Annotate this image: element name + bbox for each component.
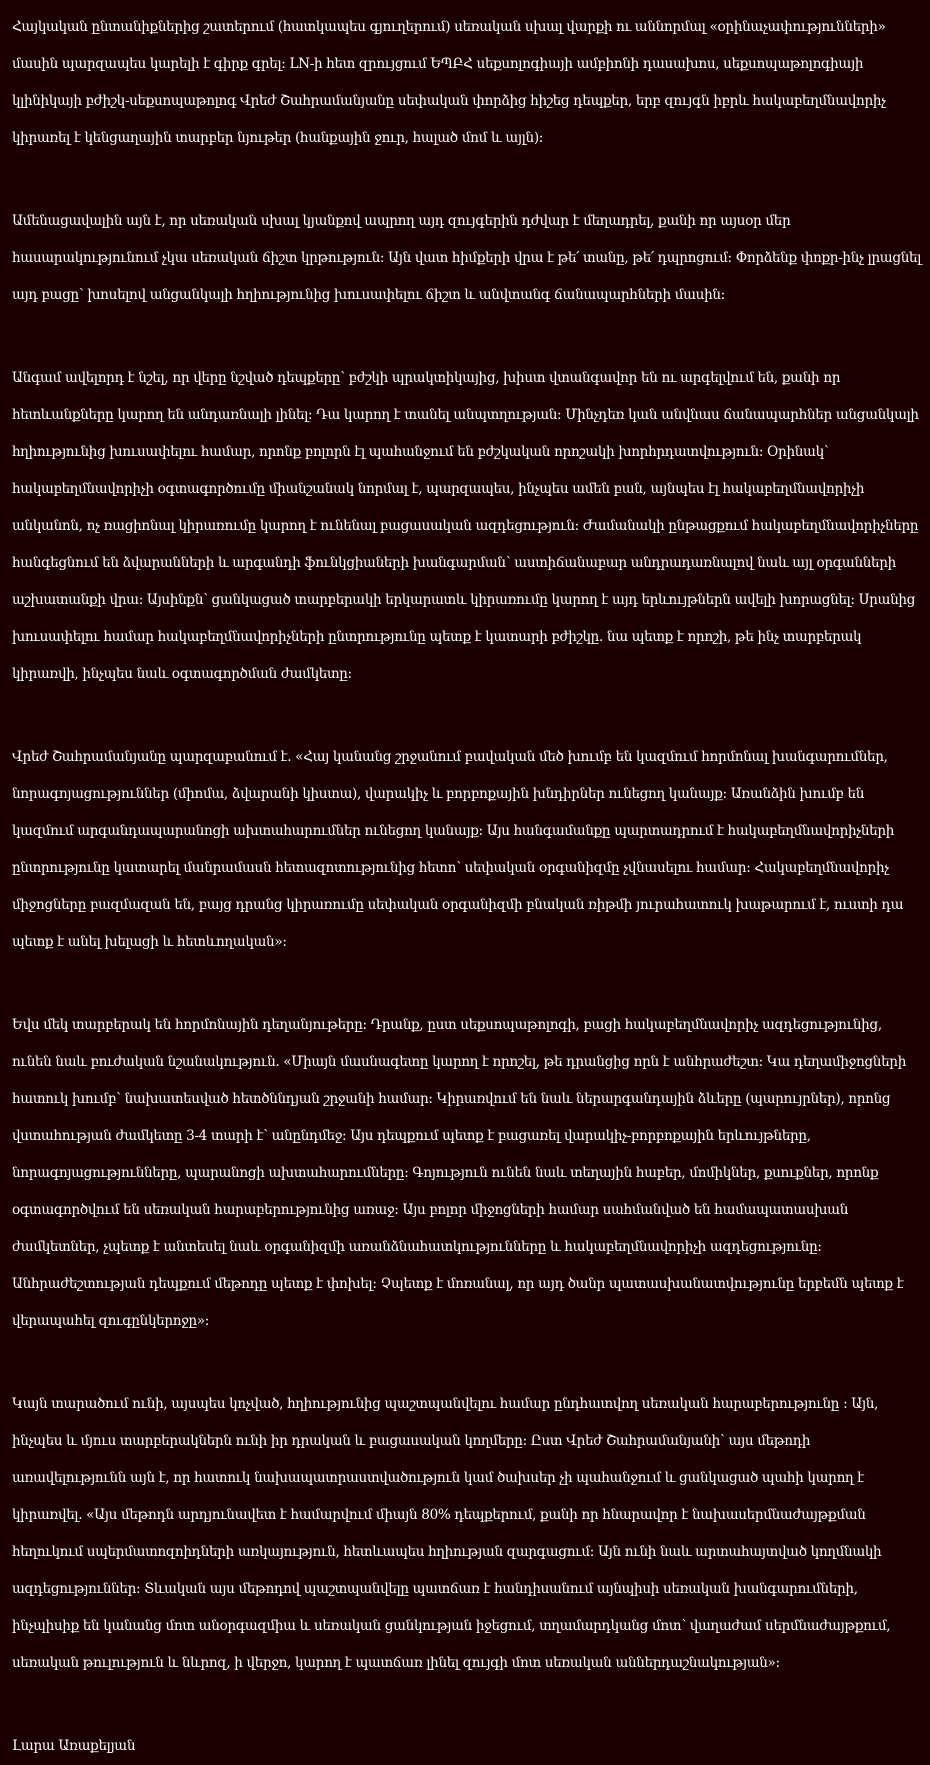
- article-paragraph-4: Վրեժ Շահրամանյանը պարզաբանում է. «Հայ կանանց շրջանում բավական մեծ խումբ են կազմում հորմոնալ խանգարումներ, նորագոյացություններ (միոմա, ձվարանի կիստա), վարակիչ և բորբոքային խնդիրներ ունեցող կանայք: Առանձին խումբ են կազմում արգանդապարանոցի ախտահարումներ ունեցող կանայք: Այս հանգամանքը պարտադրում է հակաբեղմնավորիչների ընտրությունը կատարել մանրամասն հետազոտությունից հետո՝ սեփական օրգանիզմը չվնասելու համար: Հակաբեղմնավորիչ միջոցները բազմազան են, բայց դրանց կիրառումը սեփական օրգանիզմի բնական ռիթմի յուրահատուկ խաթարում է, ուստի դա պետք է անել խելացի և հետևողական»:: [12, 749, 904, 950]
- article-paragraph-2: Ամենացավալին այն է, որ սեռական սխալ կյանքով ապրող այդ զույգերին դժվար է մեղադրել, քանի որ այսօր մեր հասարակությունում չկա սեռական ճիշտ կրթություն: Այն վատ հիմքերի վրա է թե՛ տանը, թե՛ դպրոցում: Փորձենք փոքր-ինչ լրացնել այդ բացը՝ խոսելով անցանկալի հղիությունից խուսափելու ճիշտ և անվտանգ ճանապարհների մասին:: [12, 213, 921, 303]
- article-paragraph-1: Հայկական ընտանիքներից շատերում (հատկապես գյուղերում) սեռական սխալ վարքի ու աննորմալ «օրինաչափությունների» մասին պարզապես կարելի է գիրք գրել: LN-ի հետ զրույցում ԵՊԲՀ սեքսոլոգիայի ամբիոնի դասախոս, սեքսոպաթոլոգիայի կլինիկայի բժիշկ-սեքսոպաթոլոգ Վրեժ Շահրամանյանը սեփական փորձից հիշեց դեպքեր, երբ զույգն իբրև հակաբեղմնավորիչ կիրառել է կենցաղային տարբեր նյութեր (հանքային ջուր, հալած մոմ և այլն):: [12, 19, 886, 146]
- author-signature: Լարա Առաքելյան: [12, 1738, 136, 1754]
- article-paragraph-3: Անգամ ավելորդ է նշել, որ վերը նշված դեպքերը՝ բժշկի պրակտիկայից, խիստ վտանգավոր են ու արգելվում են, քանի որ հետևանքները կարող են անդառնալի լինել: Դա կարող է տանել անպտղության: Մինչդեռ կան անվնաս ճանապարհներ անցանկալի հղիությունից խուսափելու համար, որոնք բոլորն էլ պահանջում են բժշկական որոշակի խորհրդատվություն: Օրինակ՝ հակաբեղմնավորիչի օգտագործումը միանշանակ նորմալ է, պարզապես, ինչպես ամեն բան, այնպես էլ հակաբեղմնավորիչի անկանոն, ոչ ռացիոնալ կիրառումը կարող է ունենալ բացասական ազդեցություն: Ժամանակի ընթացքում հակաբեղմնավորիչները հանգեցնում են ձվարանների և արգանդի ֆունկցիաների խանգարման՝ աստիճանաբար անդրադառնալով նաև այլ օրգանների աշխատանքի վրա: Այսինքն՝ ցանկացած տարբերակի երկարատև կիրառումը կարող է այդ երևույթներն ավելի խորացնել: Սրանից խուսափելու համար հակաբեղմնավորիչների ընտրությունը պետք է կատարի բժիշկը. նա պետք է որոշի, թե ինչ տարբերակ կիրառվի, ինչպես նաև օգտագործման ժամկետը:: [12, 370, 919, 682]
- article-paragraph-5: Եվս մեկ տարբերակ են հորմոնային դեղանյութերը: Դրանք, ըստ սեքսոպաթոլոգի, բացի հակաբեղմնավորիչ ազդեցությունից, ունեն նաև բուժական նշանակություն. «Միայն մասնագետը կարող է որոշել, թե դրանցից որն է անհրաժեշտ: Կա դեղամիջոցների հատուկ խումբ՝ նախատեսված հետծննդյան շրջանի համար: Կիրառվում են նաև ներարգանդային ձևերը (պարույրներ), որոնց վստահության ժամկետը 3-4 տարի է՝ անընդմեջ: Այս դեպքում պետք է բացառել վարակիչ-բորբոքային երևույթները, նորագոյացությունները, պարանոցի ախտահարումները: Գոյություն ունեն նաև տեղային հաբեր, մոմիկներ, քսուքներ, որոնք օգտագործվում են սեռական հարաբերությունից առաջ: Այս բոլոր միջոցների համար սահմանված են համապատասխան ժամկետներ, չպետք է անտեսել նաև օրգանիզմի առանձնահատկությունները և հակաբեղմնավորիչի ազդեցությունը: Անհրաժեշտության դեպքում մեթոդը պետք է փոխել: Չպետք է մոռանալ, որ այդ ծանր պատասխանատվությունը երբեմն պետք է վերապահել զուգընկերոջը»:: [12, 1017, 906, 1329]
- article-paragraph-6: Կայն տարածում ունի, այսպես կոչված, հղիությունից պաշտպանվելու համար ընդհատվող սեռական հարաբերությունը : Այն, ինչպես և մյուս տարբերակներն ունի իր դրական և բացասական կողմերը: Ըստ Վրեժ Շահրամանյանի՝ այս մեթոդի առավելությունն այն է, որ հատուկ նախապատրաստվածություն կամ ծախսեր չի պահանջում և ցանկացած պահի կարող է կիրառվել. «Այս մեթոդն արդյունավետ է համարվում միայն 80% դեպքերում, քանի որ հնարավոր է նախասերմնաժայթքման հեղուկում սպերմատոզոիդների առկայություն, հետևապես հղիության զարգացում: Այն ունի նաև արտահայտված կողմնակի ազդեցություններ: Տևական այս մեթոդով պաշտպանվելը պատճառ է հանդիսանում այնպիսի սեռական խանգարումների, ինչպիսիք են կանանց մոտ անօրգազմիա և սեռական ցանկության իջեցում, տղամարդկանց մոտ՝ վաղաժամ սերմնաժայթքում, սեռական թուլություն և նևրոզ, ի վերջո, կարող է պատճառ լինել զույգի մոտ սեռական աններդաշնակության»:: [12, 1396, 891, 1671]
